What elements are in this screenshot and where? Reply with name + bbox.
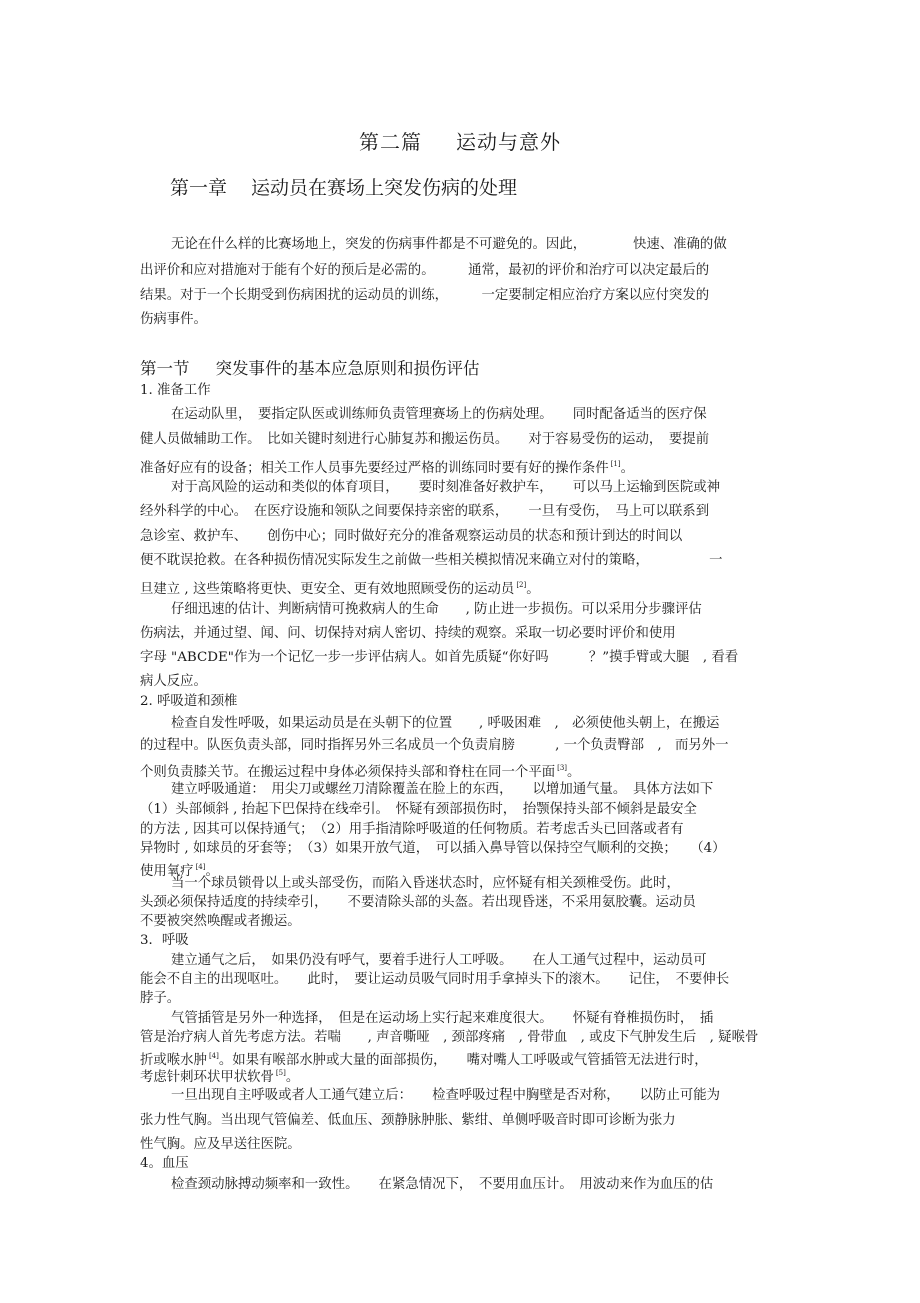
heading-breathing: 3．呼吸 bbox=[140, 933, 189, 948]
intro-line: 出评价和应对措施对于能有个好的预后是必需的。 通常，最初的评价和治疗可以决定最后的 bbox=[140, 263, 710, 278]
intro-line: 伤病事件。 bbox=[140, 312, 207, 327]
heading-airway: 2. 呼吸道和颈椎 bbox=[140, 694, 238, 709]
reference-mark: [1] bbox=[610, 460, 621, 468]
paragraph-line: （1）头部倾斜 , 抬起下巴保持在线牵引。 怀疑有颈部损伤时， 抬颚保持头部不倾斜是最安全 bbox=[140, 802, 697, 817]
paragraph-line: 检查颈动脉搏动频率和一致性。 在紧急情况下， 不要用血压计。 用波动来作为血压的估 bbox=[171, 1177, 714, 1192]
paragraph-line: 旦建立 , 这些策略将更快、更安全、更有效地照顾受伤的运动员 [2]。 bbox=[140, 581, 540, 597]
intro-line: 结果。对于一个长期受到伤病困扰的运动员的训练， 一定要制定相应治疗方案以应付突发的 bbox=[140, 288, 710, 303]
heading-preparation: 1. 准备工作 bbox=[140, 383, 211, 398]
chapter-number: 第一章 bbox=[170, 177, 228, 199]
chapter-name: 运动员在赛场上突发伤病的处理 bbox=[251, 177, 518, 199]
chapter-title bbox=[170, 173, 517, 200]
paragraph-line: 准备好应有的设备；相关工作人员事先要经过严格的训练同时要有好的操作条件 [1]。 bbox=[140, 460, 634, 476]
paragraph-line: 伤病法，并通过望、闻、问、切保持对病人密切、持续的观察。采取一切必要时评价和使用 bbox=[140, 626, 676, 641]
paragraph-line: 异物时 , 如球员的牙套等； （3）如果开放气道， 可以插入鼻导管以保持空气顺利的交换； （4） bbox=[140, 841, 726, 856]
paragraph-line: 一旦出现自主呼吸或者人工通气建立后： 检查呼吸过程中胸壁是否对称， 以防止可能为 bbox=[171, 1088, 721, 1103]
paragraph-line: 经外科学的中心。 在医疗设施和领队之间要保持亲密的联系， 一旦有受伤， 马上可以联系到 bbox=[140, 504, 710, 519]
reference-mark: [4] bbox=[195, 863, 206, 871]
part-number: 第二篇 bbox=[359, 130, 422, 154]
reference-mark: [4] bbox=[208, 1052, 219, 1060]
section-number: 第一节 bbox=[140, 359, 190, 378]
paragraph-line: 当一个球员锁骨以上或头部受伤，而陷入昏迷状态时，应怀疑有相关颈椎受伤。此时， bbox=[171, 876, 680, 891]
reference-mark: [3] bbox=[557, 764, 568, 772]
paragraph-line: 考虑针刺环状甲状软骨 [5]。 bbox=[140, 1069, 300, 1085]
reference-mark: [5] bbox=[275, 1069, 286, 1077]
paragraph-line: 建立呼吸通道： 用尖刀或螺丝刀清除覆盖在脸上的东西， 以增加通气量。 具体方法如下 bbox=[171, 782, 714, 797]
paragraph-line: 健人员做辅助工作。 比如关键时刻进行心肺复苏和搬运伤员。 对于容易受伤的运动， 要提前 bbox=[140, 432, 710, 447]
paragraph-line: 病人反应。 bbox=[140, 674, 207, 689]
paragraph-line: 折或喉水肿 [4]。如果有喉部水肿或大量的面部损伤， 嘴对嘴人工呼吸或气管插管无法进行时， bbox=[140, 1052, 708, 1068]
paragraph-line: 仔细迅速的估计、判断病情可挽救病人的生命 , 防止进一步损伤。可以采用分步骤评估 bbox=[171, 602, 702, 617]
paragraph-line: 头颈必须保持适度的持续牵引， 不要清除头部的头盔。若出现昏迷，不采用氨胶囊。运动员 bbox=[140, 895, 696, 910]
paragraph-line: 不要被突然唤醒或者搬运。 bbox=[140, 914, 301, 929]
paragraph-line: 建立通气之后， 如果仍没有呼气，要着手进行人工呼吸。 在人工通气过程中，运动员可 bbox=[171, 953, 707, 968]
section-name: 突发事件的基本应急原则和损伤评估 bbox=[215, 359, 480, 378]
paragraph-line: 张力性气胸。当出现气管偏差、低血压、颈静脉肿胀、紫绀、单侧呼吸音时即可诊断为张力 bbox=[140, 1113, 676, 1128]
part-title bbox=[0, 126, 920, 155]
paragraph-line: 使用氧疗 [4]。 bbox=[140, 863, 219, 879]
paragraph-line: 的过程中。队医负责头部，同时指挥另外三名成员一个负责肩膀 , 一个负责臀部 , 而另外一 bbox=[140, 738, 729, 753]
paragraph-line: 字母 "ABCDE"作为一个记忆一步一步评估病人。如首先质疑“你好吗 ？”摸手臂或大腿 , 看看 bbox=[140, 650, 739, 665]
paragraph-line: 在运动队里， 要指定队医或训练师负责管理赛场上的伤病处理。 同时配备适当的医疗保 bbox=[171, 407, 707, 422]
paragraph-line: 检查自发性呼吸，如果运动员是在头朝下的位置 , 呼吸困难 , 必须使他头朝上，在搬运 bbox=[171, 716, 720, 731]
paragraph-line: 脖子。 bbox=[140, 991, 181, 1006]
paragraph-line: 管是治疗病人首先考虑方法。若喘 , 声音嘶哑 , 颈部疼痛 , 骨带血 , 或皮下气肿发生后 , 疑喉骨 bbox=[140, 1030, 759, 1045]
part-name: 运动与意外 bbox=[456, 130, 561, 154]
reference-mark: [2] bbox=[516, 581, 527, 589]
heading-blood-pressure: 4。血压 bbox=[140, 1156, 189, 1171]
paragraph-line: 急诊室、救护车、 创伤中心；同时做好充分的准备观察运动员的状态和预计到达的时间以 bbox=[140, 529, 683, 544]
paragraph-line: 个则负责膝关节。在搬运过程中身体必须保持头部和脊柱在同一个平面 [3]。 bbox=[140, 764, 581, 780]
paragraph-line: 对于高风险的运动和类似的体育项目， 要时刻准备好救护车， 可以马上运输到医院或神 bbox=[171, 480, 721, 495]
paragraph-line: 便不耽误抢救。在各种损伤情况实际发生之前做一些相关模拟情况来确立对付的策略， 一 bbox=[140, 553, 723, 568]
paragraph-line: 的方法 , 因其可以保持通气； （2）用手指清除呼吸道的任何物质。若考虑舌头已回落或者有 bbox=[140, 822, 684, 837]
section-title bbox=[140, 355, 480, 379]
paragraph-line: 性气胸。应及早送往医院。 bbox=[140, 1137, 301, 1152]
paragraph-line: 能会不自主的出现呕吐。 此时， 要让运动员吸气同时用手拿掉头下的滚木。 记住， 不要伸长 bbox=[140, 972, 730, 987]
paragraph-line: 气管插管是另外一种选择， 但是在运动场上实行起来难度很大。 怀疑有脊椎损伤时， 插 bbox=[171, 1011, 714, 1026]
intro-line: 无论在什么样的比赛场地上，突发的伤病事件都是不可避免的。因此， 快速、准确的做 bbox=[171, 237, 727, 252]
